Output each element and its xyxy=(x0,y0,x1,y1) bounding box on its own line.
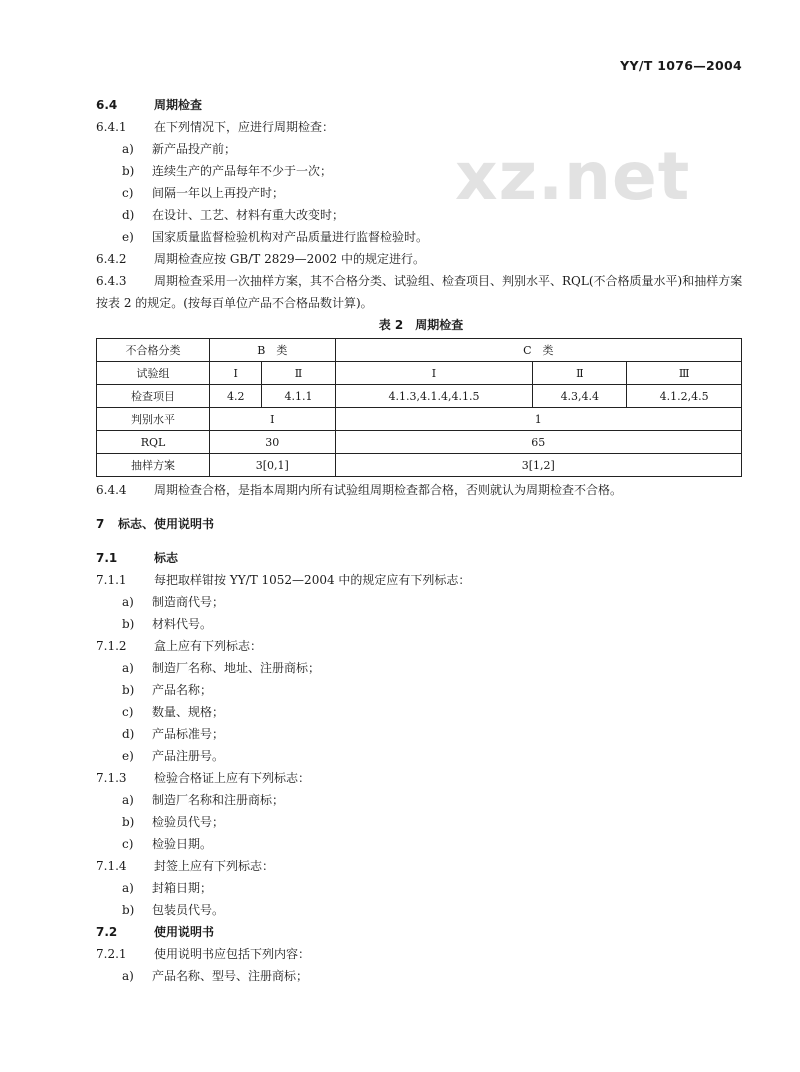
table-row xyxy=(97,362,742,385)
list-item xyxy=(96,591,746,613)
list-text: 新产品投产前； xyxy=(152,142,237,156)
list-text: 检验日期。 xyxy=(152,837,213,851)
list-item xyxy=(96,182,746,204)
list-mark: c) xyxy=(122,186,134,200)
list-text: 包装员代号。 xyxy=(152,903,225,917)
table-cell: B 类 xyxy=(210,339,336,362)
list-text: 制造厂名称、地址、注册商标； xyxy=(152,661,321,675)
table-row-header: 试验组 xyxy=(97,362,210,385)
list-text: 国家质量监督检验机构对产品质量进行监督检验时。 xyxy=(152,230,429,244)
clause-6-4-1 xyxy=(96,116,746,138)
clause-text: 检验合格证上应有下列标志： xyxy=(154,771,311,785)
clause-6-4-2 xyxy=(96,248,746,270)
table-row xyxy=(97,339,742,362)
list-text: 产品标准号； xyxy=(152,727,225,741)
clause-7-1-4 xyxy=(96,855,746,877)
document-body xyxy=(96,94,746,987)
list-text: 制造商代号； xyxy=(152,595,225,609)
clause-text: 每把取样钳按 YY/T 1052—2004 中的规定应有下列标志： xyxy=(154,573,471,587)
clause-7-1-2 xyxy=(96,635,746,657)
table-row xyxy=(97,385,742,408)
clause-number: 7.1.4 xyxy=(96,859,127,873)
list-item xyxy=(96,745,746,767)
table-cell: 1 xyxy=(335,408,741,431)
list-mark: a) xyxy=(122,142,134,156)
section-title: 标志、使用说明书 xyxy=(118,517,215,531)
list-text: 制造厂名称和注册商标； xyxy=(152,793,285,807)
list-item xyxy=(96,965,746,987)
table-cell: 30 xyxy=(210,431,336,454)
clause-6-4-3 xyxy=(96,270,746,314)
watermark: xz.net xyxy=(455,138,691,215)
list-item xyxy=(96,701,746,723)
table-row-header: 抽样方案 xyxy=(97,454,210,477)
table-cell: Ⅲ xyxy=(627,362,742,385)
section-title: 标志 xyxy=(154,551,179,565)
standard-number: YY/T 1076—2004 xyxy=(620,58,742,73)
list-text: 产品名称、型号、注册商标； xyxy=(152,969,309,983)
clause-7-1-3 xyxy=(96,767,746,789)
clause-text: 使用说明书应包括下列内容： xyxy=(154,947,311,961)
list-text: 检验员代号； xyxy=(152,815,225,829)
list-item xyxy=(96,226,746,248)
section-number: 7.1 xyxy=(96,551,118,565)
list-mark: a) xyxy=(122,881,134,895)
table-cell: Ⅰ xyxy=(335,362,533,385)
section-title: 使用说明书 xyxy=(154,925,215,939)
table-cell: C 类 xyxy=(335,339,741,362)
list-mark: b) xyxy=(122,683,135,697)
list-mark: e) xyxy=(122,749,134,763)
table-caption: 表 2 周期检查 xyxy=(378,318,464,332)
clause-number: 7.1.1 xyxy=(96,573,127,587)
section-6-4-heading xyxy=(96,94,746,116)
list-mark: b) xyxy=(122,617,135,631)
list-text: 连续生产的产品每年不少于一次； xyxy=(152,164,333,178)
list-mark: c) xyxy=(122,705,134,719)
clause-7-2-1 xyxy=(96,943,746,965)
clause-number: 7.1.2 xyxy=(96,639,127,653)
clause-number: 7.2.1 xyxy=(96,947,127,961)
list-mark: a) xyxy=(122,793,134,807)
list-mark: c) xyxy=(122,837,134,851)
list-mark: e) xyxy=(122,230,134,244)
clause-text: 周期检查应按 GB/T 2829—2002 中的规定进行。 xyxy=(154,252,425,266)
table-cell: 4.1.3,4.1.4,4.1.5 xyxy=(335,385,533,408)
list-mark: a) xyxy=(122,595,134,609)
table-row-header: 不合格分类 xyxy=(97,339,210,362)
periodic-inspection-table xyxy=(96,338,742,477)
clause-7-1-1 xyxy=(96,569,746,591)
section-title: 周期检查 xyxy=(154,98,203,112)
table-row xyxy=(97,408,742,431)
table-row-header: 检查项目 xyxy=(97,385,210,408)
list-mark: b) xyxy=(122,164,135,178)
table-cell: 4.2 xyxy=(210,385,262,408)
table-row xyxy=(97,431,742,454)
table-cell: Ⅰ xyxy=(210,362,262,385)
list-item xyxy=(96,899,746,921)
list-item xyxy=(96,877,746,899)
list-mark: a) xyxy=(122,661,134,675)
list-item xyxy=(96,138,746,160)
clause-text: 盒上应有下列标志： xyxy=(154,639,263,653)
table-row-header: 判别水平 xyxy=(97,408,210,431)
section-number: 6.4 xyxy=(96,98,118,112)
section-7-heading xyxy=(96,513,746,535)
table-cell: 4.1.1 xyxy=(262,385,335,408)
section-number: 7 xyxy=(96,517,105,531)
list-text: 产品名称； xyxy=(152,683,213,697)
table-cell: 4.1.2,4.5 xyxy=(627,385,742,408)
clause-text: 周期检查合格，是指本周期内所有试验组周期检查都合格，否则就认为周期检查不合格。 xyxy=(154,483,623,497)
table-cell: 3[0,1] xyxy=(210,454,336,477)
clause-text: 在下列情况下，应进行周期检查： xyxy=(154,120,335,134)
section-7-2-heading xyxy=(96,921,746,943)
table-cell: 4.3,4.4 xyxy=(533,385,627,408)
list-item xyxy=(96,657,746,679)
list-text: 在设计、工艺、材料有重大改变时； xyxy=(152,208,345,222)
clause-number: 6.4.4 xyxy=(96,483,127,497)
clause-text: 封签上应有下列标志： xyxy=(154,859,275,873)
list-item xyxy=(96,204,746,226)
section-7-1-heading xyxy=(96,547,746,569)
list-text: 间隔一年以上再投产时； xyxy=(152,186,285,200)
clause-6-4-4 xyxy=(96,479,746,501)
list-item xyxy=(96,723,746,745)
list-item xyxy=(96,679,746,701)
table-row xyxy=(97,454,742,477)
list-mark: d) xyxy=(122,727,135,741)
list-item xyxy=(96,811,746,833)
table-cell: 3[1,2] xyxy=(335,454,741,477)
list-text: 数量、规格； xyxy=(152,705,225,719)
list-item xyxy=(96,613,746,635)
table-cell: Ⅱ xyxy=(533,362,627,385)
list-mark: a) xyxy=(122,969,134,983)
list-text: 产品注册号。 xyxy=(152,749,225,763)
clause-text: 周期检查采用一次抽样方案，其不合格分类、试验组、检查项目、判别水平、RQL(不合格质量水平)和抽样方案按表 2 的规定。(按每百单位产品不合格品数计算)。 xyxy=(96,274,743,310)
table-cell: Ⅰ xyxy=(210,408,336,431)
table-cell: 65 xyxy=(335,431,741,454)
clause-number: 7.1.3 xyxy=(96,771,127,785)
table-row-header: RQL xyxy=(97,431,210,454)
clause-number: 6.4.3 xyxy=(96,274,127,288)
list-item xyxy=(96,833,746,855)
list-item xyxy=(96,789,746,811)
list-text: 材料代号。 xyxy=(152,617,213,631)
clause-number: 6.4.1 xyxy=(96,120,127,134)
section-number: 7.2 xyxy=(96,925,118,939)
list-item xyxy=(96,160,746,182)
table-cell: Ⅱ xyxy=(262,362,335,385)
list-text: 封箱日期； xyxy=(152,881,213,895)
list-mark: b) xyxy=(122,903,135,917)
clause-number: 6.4.2 xyxy=(96,252,127,266)
list-mark: b) xyxy=(122,815,135,829)
list-mark: d) xyxy=(122,208,135,222)
